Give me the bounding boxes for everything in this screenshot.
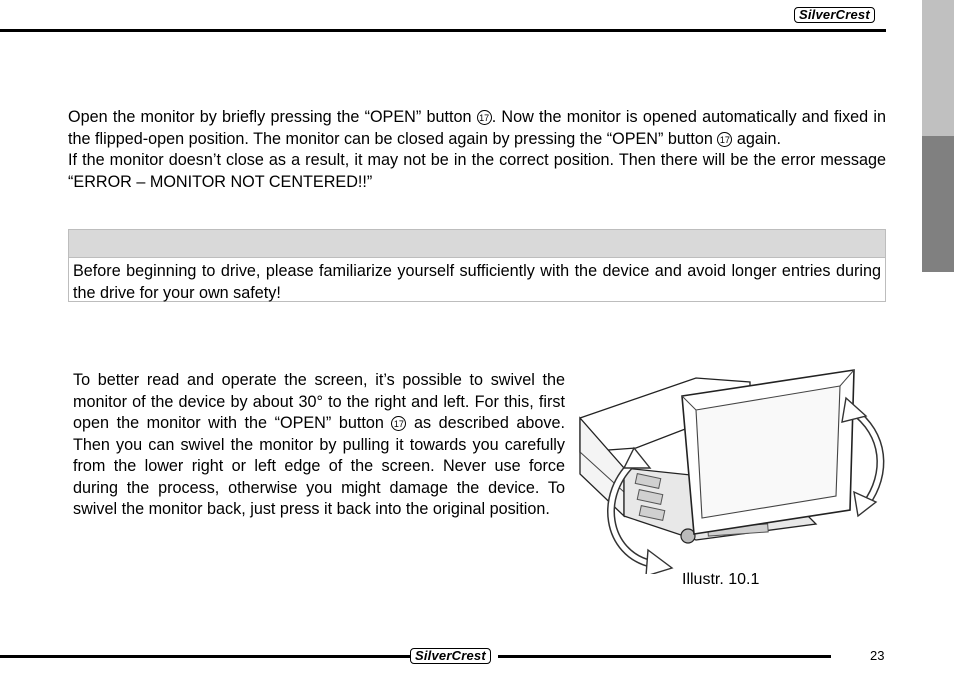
swivel-section: [73, 370, 565, 521]
intro-section: [68, 107, 886, 193]
header-rule: [0, 29, 886, 32]
swivel-paragraph: To better read and operate the screen, it’s possible to swivel the monitor of the device by about 30° to the right and left. For this, first open the monitor with the “OPEN” button 17 as described above. Then you can swivel the monitor by pulling it towards you carefully from the lower right or left edge of the screen. Never use force during the process, otherwise you might damage the device. To swivel the monitor back, just press it back into the original position.: [73, 371, 565, 518]
footer-rule-left: [0, 655, 410, 658]
intro-paragraph-2: If the monitor doesn’t close as a result, it may not be in the correct position. Then there will be the error message “ERROR – MONITOR NOT CENTERED!!”: [68, 151, 886, 191]
header-logo: [794, 6, 875, 24]
callout-17-icon: 17: [477, 110, 492, 125]
page-number: 23: [870, 648, 885, 663]
brand-logo: SilverCrest: [794, 7, 875, 23]
monitor-illustration-icon: [576, 364, 888, 574]
brand-logo: SilverCrest: [410, 648, 491, 664]
footer-rule-right: [498, 655, 831, 658]
callout-17-icon: 17: [391, 416, 406, 431]
side-tab-current: [922, 136, 954, 272]
callout-17-icon: 17: [717, 132, 732, 147]
footer-logo: [410, 647, 491, 665]
note-heading: [69, 230, 885, 258]
intro-paragraph-1: Open the monitor by briefly pressing the “OPEN” button 17 . Now the monitor is opened automatically and fixed in the flipped-open position. The monitor can be closed again by pressing the “OPEN” button 17 again.: [68, 108, 886, 148]
side-tab-upper: [922, 0, 954, 136]
safety-note-box: [68, 229, 886, 302]
illustration-caption: Illustr. 10.1: [682, 571, 760, 588]
note-text: Before beginning to drive, please familiarize yourself sufficiently with the device and avoid longer entries during the drive for your own safety!: [73, 262, 881, 302]
monitor-swivel-illustration: [576, 364, 888, 574]
